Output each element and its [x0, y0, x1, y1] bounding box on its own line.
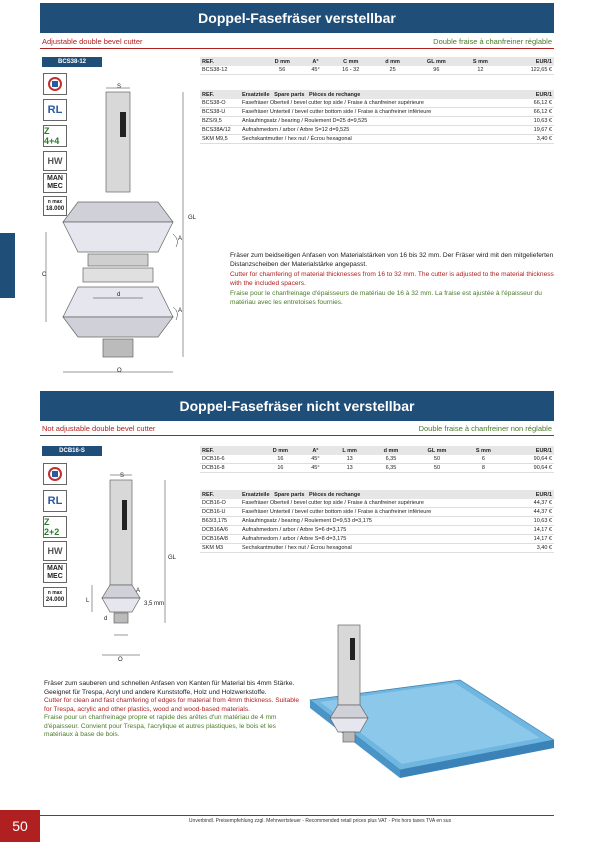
col-header: L mm	[329, 446, 370, 455]
dim-3-5mm: 3,5 mm	[144, 601, 165, 607]
col-header: REF.	[200, 490, 240, 499]
table-row	[200, 499, 554, 508]
man-label: MAN	[47, 175, 63, 182]
table-row	[200, 526, 554, 535]
cell: Aufnahmedorn / arbor / Arbre S=6 d=3,175	[240, 526, 521, 535]
col-header: C mm	[328, 57, 372, 66]
cell-price: 10,63 €	[521, 117, 554, 126]
dim-o: O	[118, 657, 123, 663]
col-header	[240, 90, 521, 99]
description-de: Fräser zum sauberen und schnellen Anfasen von Kanten für Material bis 4mm Stärke. Geeignet für Trespa, Acryl und andere Kunststoffe, Holz und Holzwerkstoffe.	[44, 680, 295, 696]
col-header: REF.	[200, 57, 262, 66]
col-header: EUR/1	[521, 490, 554, 499]
side-tab	[0, 233, 15, 298]
cell-price: 14,17 €	[521, 535, 554, 544]
cell-ref: DCB16-6	[200, 455, 259, 464]
cell: 6,35	[370, 464, 411, 473]
cell: Anlaufringsatz / bearing / Roulement D=25 d=9,525	[240, 117, 521, 126]
cell-price: 90,64 €	[504, 464, 554, 473]
section2-title: Doppel-Fasefräser nicht verstellbar	[40, 391, 554, 421]
rl-icon: RL	[43, 490, 67, 512]
table-row	[200, 126, 554, 135]
col-header-en: Spare parts	[274, 491, 305, 498]
col-header: EUR/1	[504, 446, 554, 455]
section2-cutter-drawing	[70, 470, 180, 670]
cell-price: 3,40 €	[521, 135, 554, 144]
section2-parts-table	[200, 490, 554, 553]
table-header-row	[200, 57, 554, 66]
cell-ref: DCB16-O	[200, 499, 240, 508]
section1-subtitle-fr: Double fraise à chanfreiner réglable	[433, 37, 552, 46]
cell: 13	[329, 464, 370, 473]
cell: Fasefräser Oberteil / bevel cutter top side / Fraise à chanfreiner supérieure	[240, 499, 521, 508]
table-header-row	[200, 90, 554, 99]
dim-a-lower: A	[178, 308, 183, 314]
rpm-label: n max	[47, 590, 63, 596]
description-en: Cutter for clean and fast chamfering of edges for material from 4mm thickness. Suitable for Trespa, acrylic and other plastics, wood and wood-based materials.	[44, 697, 300, 713]
hw-icon: HW	[43, 541, 67, 561]
dim-gl: GL	[188, 215, 197, 221]
z-teeth-icon: Z 2+2	[43, 516, 67, 538]
cell: Anlaufringsatz / bearing / Roulement D=9,53 d=3,175	[240, 517, 521, 526]
table-header-row	[200, 446, 554, 455]
cell-price: 3,40 €	[521, 544, 554, 553]
cell-price: 44,37 €	[521, 508, 554, 517]
rpm-icon	[43, 587, 67, 607]
col-header-fr: Pièces de rechange	[308, 91, 361, 98]
cell: Sechskantmutter / hex nut / Écrou hexagonal	[240, 544, 521, 553]
col-header: D mm	[259, 446, 302, 455]
cell-ref: DCB16-U	[200, 508, 240, 517]
section2-subtitle-bar	[40, 422, 554, 436]
cell-ref: BCS38-12	[200, 66, 262, 75]
description-en: Cutter for chamfering of material thicknesses from 16 to 32 mm. The cutter is adjusted to the material thickness with the included spacers.	[230, 271, 554, 287]
section1-subtitle-en: Adjustable double bevel cutter	[42, 37, 143, 46]
cell: 13	[329, 455, 370, 464]
cell-ref: DCB16A/6	[200, 526, 240, 535]
z-teeth-icon: Z 4+4	[43, 125, 67, 147]
application-illustration	[300, 620, 554, 780]
rpm-label: n max	[47, 199, 63, 205]
table-row	[200, 508, 554, 517]
cell: Aufnahmedorn / arbor / Arbre S=12 d=9,525	[240, 126, 521, 135]
cell-ref: BCS38-O	[200, 99, 240, 108]
dim-s: S	[120, 473, 125, 479]
section2-subtitle-en: Not adjustable double bevel cutter	[42, 424, 156, 433]
table-row	[200, 99, 554, 108]
rotation-icon	[43, 463, 67, 485]
dim-l: L	[86, 598, 90, 604]
col-header: A°	[302, 446, 329, 455]
section1-main-table	[200, 57, 554, 75]
col-header: GL mm	[412, 446, 463, 455]
cell: 16	[259, 455, 302, 464]
cell: 16	[259, 464, 302, 473]
cell-ref: DCB16A/8	[200, 535, 240, 544]
table-row	[200, 455, 554, 464]
cell: 56	[262, 66, 303, 75]
col-header: D mm	[262, 57, 303, 66]
description-fr: Fraise pour un chanfreinage propre et rapide des arêtes d'un matériau de 4 mm d'épaisseur. Convient pour Trespa, l'acrylique et autres plastiques, le bois et les matériaux à base de bois.	[44, 714, 277, 738]
table-row	[200, 135, 554, 144]
table-row	[200, 117, 554, 126]
mec-label: MEC	[47, 573, 63, 580]
cell-price: 19,67 €	[521, 126, 554, 135]
table-row	[200, 66, 554, 75]
dim-a-upper: A	[178, 236, 183, 242]
cell: 50	[412, 455, 463, 464]
col-header: d mm	[373, 57, 412, 66]
description-fr: Fraise pour le chanfreinage d'épaisseurs de matériau de 16 à 32 mm. La fraise est ajustée à l'épaisseur du matériau avec les entretoises fournies.	[230, 290, 542, 306]
cell: Fasefräser Unterteil / bevel cutter bottom side / Fraise à chanfreiner inférieure	[240, 108, 521, 117]
section1-description	[230, 252, 554, 307]
footer-note: Unverbindl. Preisempfehlung zzgl. Mehrwertsteuer - Recommended retail prices plus VAT - Prix hors taxes TVA en sus	[188, 818, 452, 824]
table-row	[200, 464, 554, 473]
cell: 50	[412, 464, 463, 473]
cell-price: 14,17 €	[521, 526, 554, 535]
dim-c: C	[42, 272, 47, 278]
description-de: Fräser zum beidseitigen Anfasen von Materialstärken von 16 bis 32 mm. Der Fräser wird mit den mitgelieferten Distanzscheiben der Materialstärke angepasst.	[230, 252, 554, 268]
section2-product-code: DCB16-S	[42, 446, 102, 456]
cell: 16 - 32	[328, 66, 372, 75]
cell-ref: BCS38-U	[200, 108, 240, 117]
cell: 8	[462, 464, 504, 473]
table-row	[200, 535, 554, 544]
cell-ref: DCB16-8	[200, 464, 259, 473]
section2-description	[44, 680, 300, 740]
dim-d: d	[104, 616, 108, 622]
cell: Fasefräser Unterteil / bevel cutter bottom side / Fraise à chanfreiner inférieure	[240, 508, 521, 517]
cell-price: 66,12 €	[521, 108, 554, 117]
col-header-de: Ersatzteile	[242, 491, 270, 498]
section1-cutter-drawing	[38, 82, 198, 382]
col-header: S mm	[460, 57, 500, 66]
dim-s: S	[117, 84, 122, 90]
table-header-row	[200, 490, 554, 499]
col-header-en: Spare parts	[274, 91, 305, 98]
footer-divider	[40, 815, 554, 816]
cell-price: 10,63 €	[521, 517, 554, 526]
cell-ref: B63/3,175	[200, 517, 240, 526]
cell: 6	[462, 455, 504, 464]
col-header: REF.	[200, 90, 240, 99]
cell-price: 44,37 €	[521, 499, 554, 508]
col-header: GL mm	[412, 57, 460, 66]
dim-a: A	[136, 588, 141, 594]
cell: Sechskantmutter / hex nut / Écrou hexagonal	[240, 135, 521, 144]
cell: 12	[460, 66, 500, 75]
hw-icon: HW	[43, 151, 67, 171]
cell: 6,35	[370, 455, 411, 464]
col-header: S mm	[462, 446, 504, 455]
col-header: d mm	[370, 446, 411, 455]
col-header: REF.	[200, 446, 259, 455]
cell-ref: SKM M9,5	[200, 135, 240, 144]
section1-subtitle-bar	[40, 35, 554, 49]
dim-d: d	[117, 292, 121, 298]
rl-icon: RL	[43, 99, 67, 121]
cell: Aufnahmedorn / arbor / Arbre S=8 d=3,175	[240, 535, 521, 544]
section1-parts-table	[200, 90, 554, 144]
section1-product-code: BCS38-12	[42, 57, 102, 67]
man-mec-icon	[43, 563, 67, 583]
cell: 96	[412, 66, 460, 75]
section2-subtitle-fr: Double fraise à chanfreiner non réglable	[418, 424, 552, 433]
col-header	[240, 490, 521, 499]
cell-price: 122,65 €	[500, 66, 554, 75]
table-row	[200, 517, 554, 526]
rpm-value: 18.000	[45, 206, 65, 212]
cell: Fasefräser Oberteil / bevel cutter top side / Fraise à chanfreiner supérieure	[240, 99, 521, 108]
cell-ref: BZS/9,5	[200, 117, 240, 126]
cell-price: 90,64 €	[504, 455, 554, 464]
cell: 45°	[303, 66, 329, 75]
table-row	[200, 544, 554, 553]
dim-gl: GL	[168, 555, 177, 561]
col-header: A°	[303, 57, 329, 66]
dim-o: O	[117, 368, 122, 374]
col-header: EUR/1	[500, 57, 554, 66]
cell: 45°	[302, 455, 329, 464]
cell: 25	[373, 66, 412, 75]
cell-ref: SKM M3	[200, 544, 240, 553]
col-header-fr: Pièces de rechange	[308, 491, 361, 498]
mec-label: MEC	[47, 183, 63, 190]
section1-title: Doppel-Fasefräser verstellbar	[40, 3, 554, 33]
cell-price: 66,12 €	[521, 99, 554, 108]
col-header: EUR/1	[521, 90, 554, 99]
man-label: MAN	[47, 565, 63, 572]
cell-ref: BCS38A/12	[200, 126, 240, 135]
table-row	[200, 108, 554, 117]
cell: 45°	[302, 464, 329, 473]
section2-main-table	[200, 446, 554, 473]
page-number: 50	[0, 810, 40, 842]
rpm-value: 24.000	[45, 597, 65, 603]
col-header-de: Ersatzteile	[242, 91, 270, 98]
